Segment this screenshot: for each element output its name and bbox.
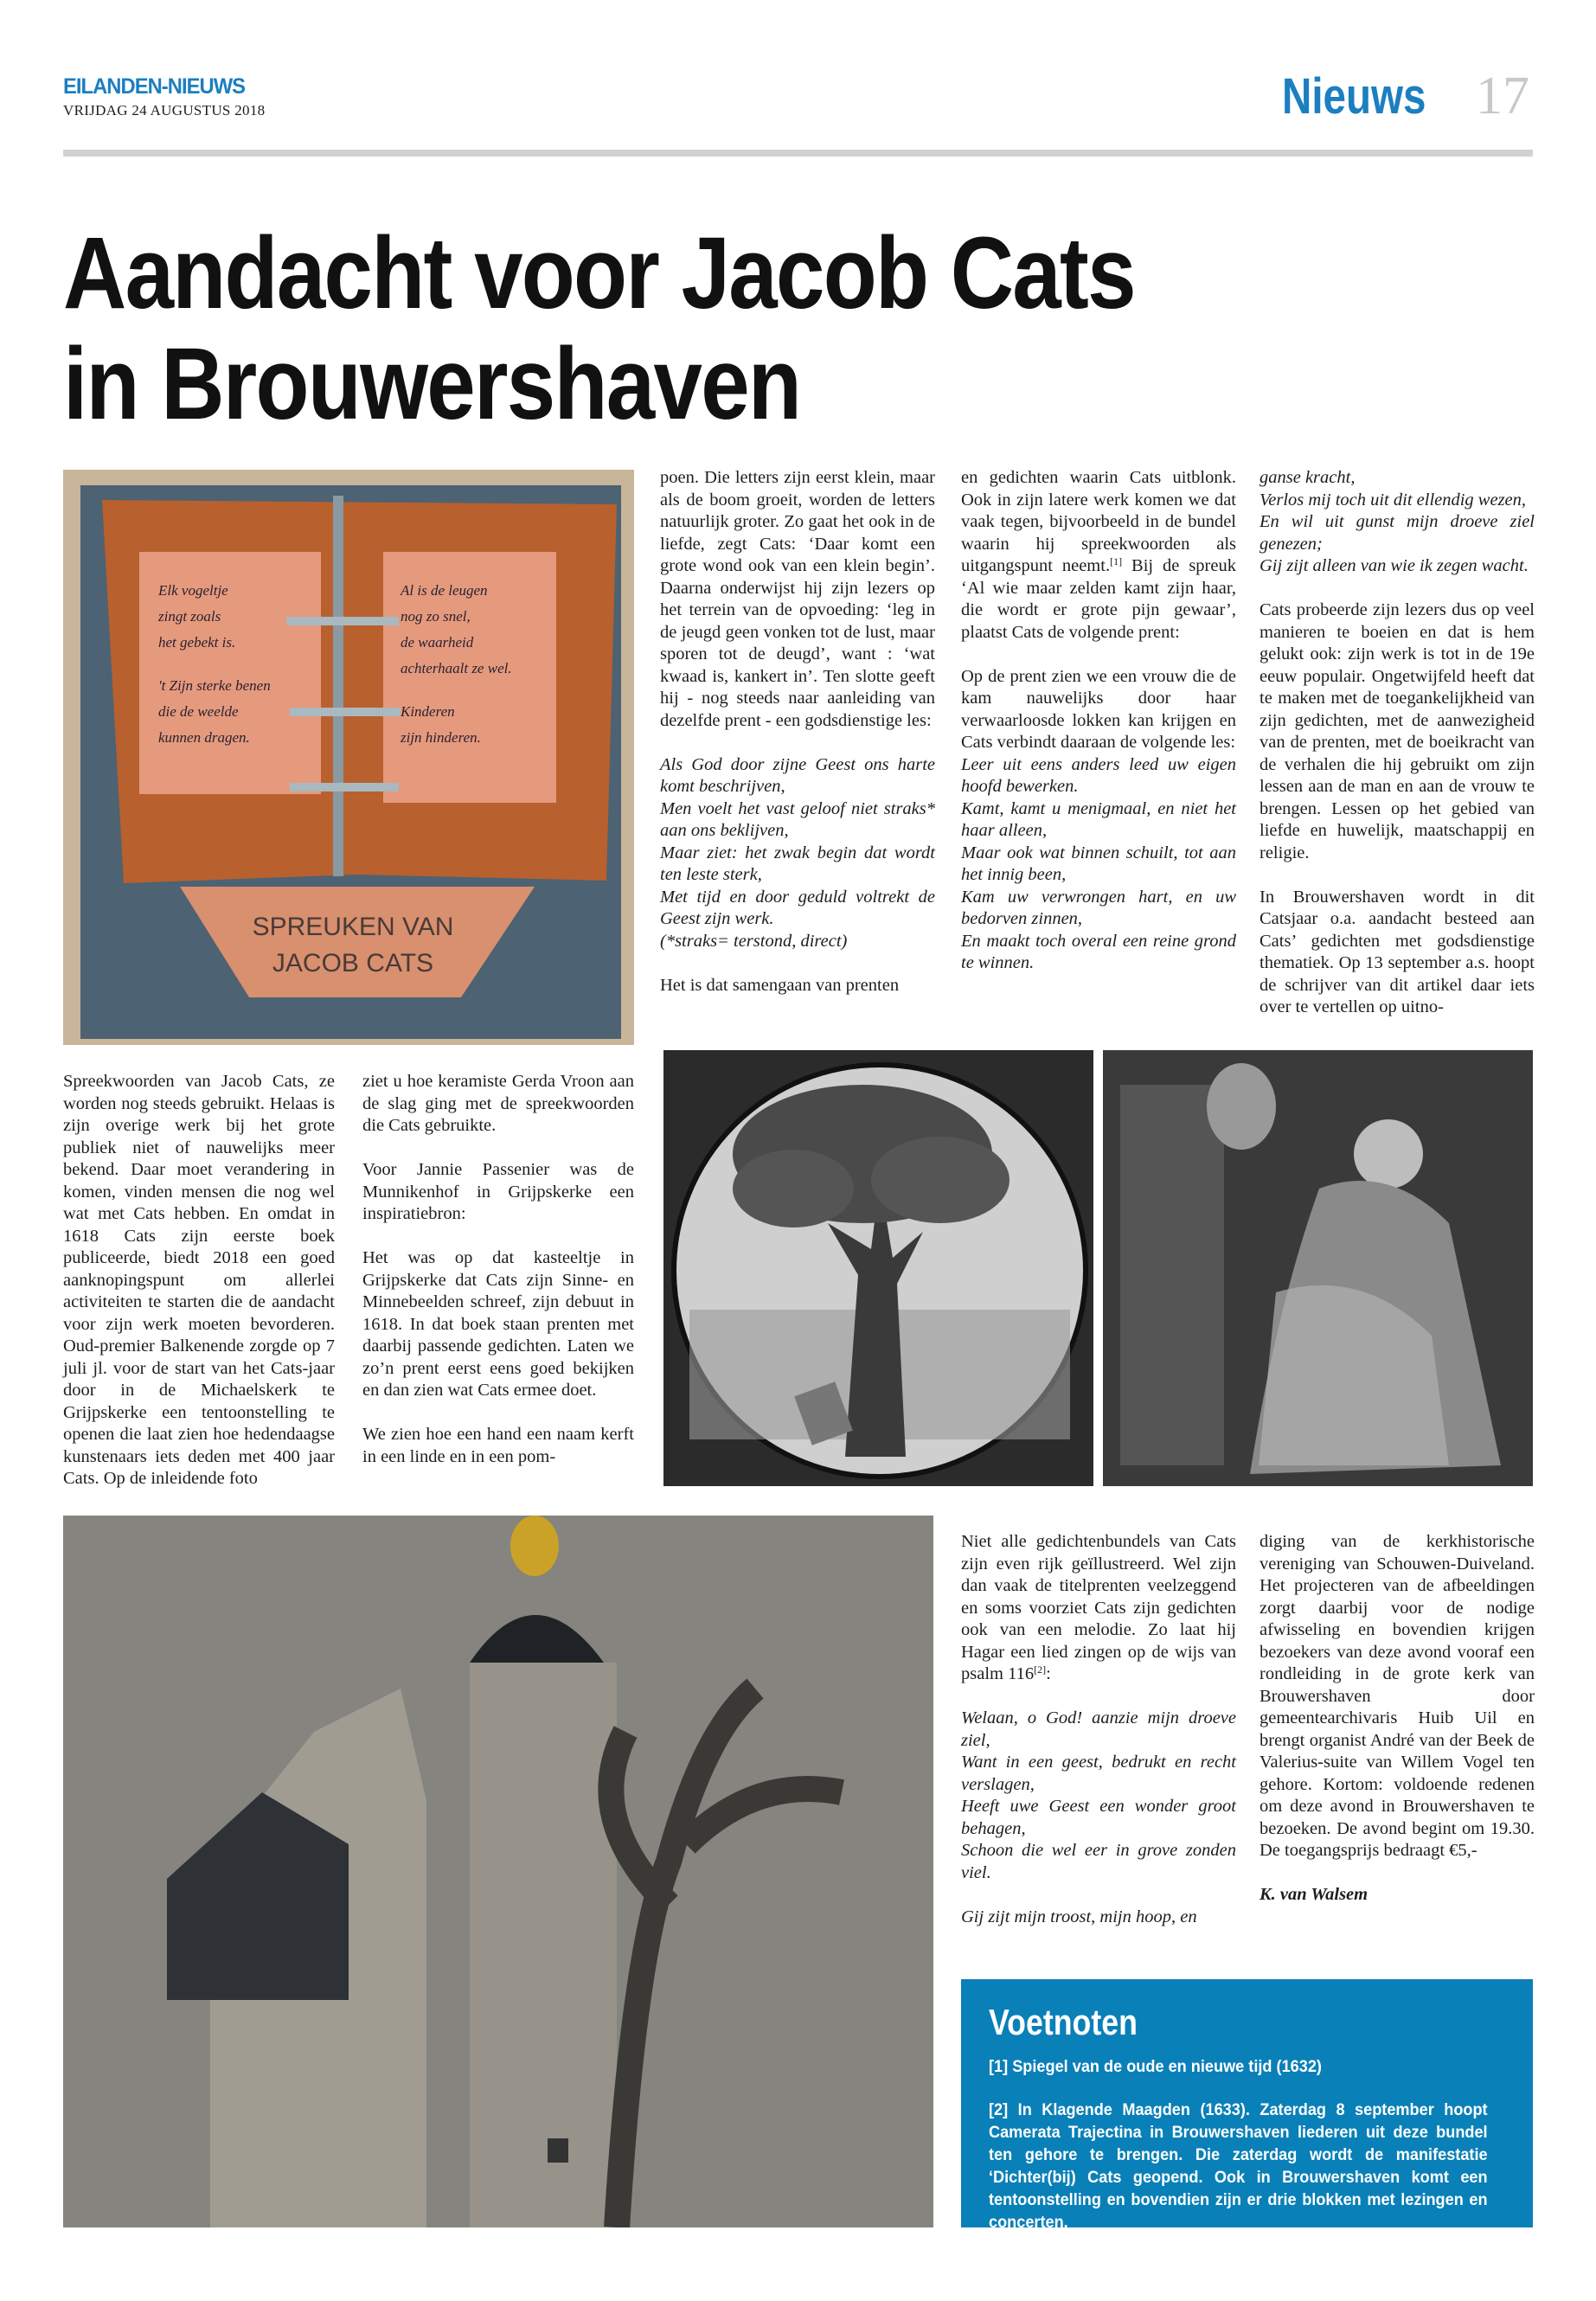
paragraph-text: en gedichten waarin Cats uitblonk. Ook in zijn latere werk komen we dat vaak tegen, bijvoorbeeld in de bundel waarin hij spreekwoorden als uitgangspunt neemt. [961,468,1236,575]
paragraph [660,975,935,997]
poem-line: En maakt toch overal een reine grond te winnen. [961,931,1236,972]
poem-quote [660,754,935,953]
footnote-2: [2] In Klagende Maagden (1633). Zaterdag 8 september hoopt Camerata Trajectina in Brouwershaven liederen uit deze bundel ten gehore te brengen. Die zaterdag wordt de manifestatie ‘Dichter(bij) Cats geopend. Ook in Brouwershaven komt een tentoonstelling en bovendien zijn er drie blokken met lezingen en concerten. [989,2100,1488,2232]
paragraph-text: diging van de kerkhistorische vereniging van Schouwen-Duiveland. Het projecteren van de afbeeldingen zorgt daarbij voor de nodige afwisseling en bovendien krijgen bezoekers van deze avond vooraf een rondleiding in de grote kerk van Brouwershaven door gemeentearchivaris Huib Uil en brengt organist André van der Beek de Valerius-suite van Willem Vogel ten gehore. Kortom: voldoende redenen om deze avond in Brouwershaven te bezoeken. De avond begint om 19.30. De toegangsprijs bedraagt €5,- [1259,1532,1535,1860]
poem-quote [961,1708,1236,1884]
paragraph-text: Bij de spreuk ‘Al wie maar zelden kamt zijn haar, die wordt er grote pijn gewaar’, plaatst Cats de volgende prent: [961,556,1236,642]
poem-line: Want in een geest, bedrukt en recht verslagen, [961,1753,1236,1794]
issue-date: VRIJDAG 24 AUGUSTUS 2018 [63,102,266,119]
paragraph [660,467,935,732]
paragraph [362,1424,634,1468]
paragraph-text: We zien hoe een hand een naam kerft in een linde en in een pom- [362,1425,634,1466]
poem-line: Met tijd en door geduld voltrekt de Geest zijn werk. [660,887,935,928]
headline-line-2: in Brouwershaven [63,327,801,441]
article-column [362,1071,634,1490]
paragraph [961,1531,1236,1686]
poem-line: Men voelt het vast geloof niet straks* aan ons beklijven, [660,798,935,840]
paragraph [63,1071,335,1490]
paragraph [1259,887,1535,1019]
handwriting-line: 't Zijn sterke benen [158,677,271,694]
section-title: Nieuws [1282,68,1426,125]
article-headline [63,218,1135,439]
poem-quote [1259,467,1535,578]
handwriting-line: zijn hinderen. [401,729,481,746]
paragraph [1259,1531,1535,1862]
paragraph [961,467,1236,644]
paragraph-text: ziet u hoe keramiste Gerda Vroon aan de slag ging met de spreekwoorden die Cats gebruikte. [362,1072,634,1135]
author-byline [1259,1884,1535,1907]
headline-line-1: Aandacht voor Jacob Cats [63,216,1135,330]
handwriting-line: zingt zoals [158,608,221,625]
poem-line: (*straks= terstond, direct) [660,931,848,951]
article-column [63,1071,335,1512]
paragraph [362,1247,634,1402]
paragraph-text: Het is dat samengaan van prenten [660,975,900,995]
article-column [1259,1531,1535,1928]
poem-line: Als God door zijne Geest ons harte komt beschrijven, [660,754,935,796]
paragraph-text: poen. Die letters zijn eerst klein, maar als de boom groeit, worden de letters natuurlijk groter. Zo gaat het ook in de liefde, zegt Cats: ‘Daar komt een grote wond ook van een klein begin’. Daarna onderwijst hij zijn lezers op het terrein van de opvoeding: ‘leg in de jeugd geen vonken tot de lust, maar sporen tot de deugd’, want : ‘wat kwaad is, kankert in’. Ten slotte geeft hij - nog steeds naar aanleiding van dezelfde prent - een godsdienstige les: [660,468,935,730]
poem-line: Gij zijt alleen van wie ik zegen wacht. [1259,556,1529,575]
paragraph-text: Cats probeerde zijn lezers dus op veel manieren te boeien en dat is hem gelukt ook: zijn werk is tot in de 19e eeuw populair. Ongetwijfeld heeft dat te maken met de toegankelijkheid van zijn gedichten, met de aanwezigheid van de prenten, met de boeikracht van de verhalen die hij gebruikt om zijn lessen aan de man en aan de vrouw te brengen. Lessen op het gebied van liefde en huwelijk, maatschappij en religie. [1259,600,1535,862]
article-column [961,467,1236,997]
poem-line: Heeft uwe Geest een wonder groot behagen, [961,1797,1236,1838]
paragraph [1259,599,1535,864]
footnote-reference: [1] [1110,555,1123,567]
handwriting-line: achterhaalt ze wel. [401,660,512,676]
footnote-reference: [2] [1034,1663,1047,1676]
page-number: 17 [1476,67,1529,125]
paragraph-text: Op de prent zien we een vrouw die de kam nauwelijks door haar verwaarloosde lokken kan krijgen en Cats verbindt daaraan de volgende les: [961,666,1236,752]
poem-line: Kam uw verwrongen hart, en uw bedorven zinnen, [961,887,1236,928]
publication-logo: EILANDEN-NIEUWS [63,74,246,99]
handwriting-line: nog zo snel, [401,608,471,625]
handwriting-line: Al is de leugen [401,582,488,599]
paragraph-text: Het was op dat kasteeltje in Grijpskerke dat Cats zijn Sinne- en Minnebeelden schreef, zijn debuut in 1618. In dat boek staan prenten met daarbij passende gedichten. Laten we zo’n prent eerst eens goed bekijken en dan zien wat Cats ermee doet. [362,1248,634,1400]
paragraph-text: K. van Walsem [1259,1885,1368,1904]
plaque-line: SPREUKEN VAN [252,913,454,941]
poem-line: Verlos mij toch uit dit ellendig wezen, [1259,490,1527,510]
header-divider [63,150,1533,157]
footnote-1: [1] Spiegel van de oude en nieuwe tijd (1632) [989,2057,1322,2076]
footnotes-box [961,1979,1533,2232]
paragraph [961,666,1236,754]
poem-line: Kamt, kamt u menigmaal, en niet het haar alleen, [961,798,1236,840]
handwriting-line: het gebekt is. [158,634,236,651]
poem-line: Welaan, o God! aanzie mijn droeve ziel, [961,1708,1236,1750]
article-column [660,467,935,1019]
poem-line: Maar ook wat binnen schuilt, tot aan het innig been, [961,843,1236,884]
engraving-woman-photo [1103,1050,1533,1486]
handwriting-line: kunnen dragen. [158,729,250,746]
poem-line: Leer uit eens anders leed uw eigen hoofd bewerken. [961,754,1236,796]
paragraph-text: : [1046,1664,1051,1683]
handwriting-line: de waarheid [401,634,474,651]
paragraph-text: Niet alle gedichtenbundels van Cats zijn even rijk geïllustreerd. Wel zijn dan vaak de titelprenten veelzeggend en soms voorziet Cats zijn gedichten ook van een melodie. Zo laat hij Hagar een lied zingen op de wijs van psalm 116 [961,1532,1236,1683]
plaque-line: JACOB CATS [272,949,434,977]
engraving-tree-photo [663,1050,1093,1486]
ceramic-plaque [249,909,457,982]
paragraph [362,1071,634,1138]
ceramic-right-page-text [401,578,512,751]
article-column [961,1531,1236,1951]
handwriting-line: die de weelde [158,703,239,720]
paragraph [362,1159,634,1226]
ceramic-book-photo [63,470,634,1045]
paragraph-text: Voor Jannie Passenier was de Munnikenhof in Grijpskerke een inspiratiebron: [362,1160,634,1223]
poem-line: ganse kracht, [1259,468,1356,487]
footnotes-heading: Voetnoten [989,2002,1138,2042]
castle-relief-photo [63,1516,933,2227]
poem-line: Maar ziet: het zwak begin dat wordt ten leste sterk, [660,843,935,884]
poem-line: En wil uit gunst mijn droeve ziel genezen; [1259,512,1535,554]
poem-quote [961,754,1236,975]
paragraph-text: Spreekwoorden van Jacob Cats, ze worden nog steeds gebruikt. Helaas is zijn overige werk bij het grote publiek niet of nauwelijks meer bekend. Daar moet verandering in komen, vinden mensen die nog wel wat met Cats hebben. En omdat in 1618 Cats zijn eerste boek publiceerde, biedt 2018 een goed aanknopingspunt om allerlei activiteiten te starten die de aandacht voor zijn werk moeten bevorderen. Oud-premier Balkenende zorgde op 7 juli jl. voor de start van het Cats-jaar door in de Michaelskerk te Grijpskerke een tentoonstelling te openen die laat zien hoe hedendaagse kunstenaars iets deden met 400 jaar Cats. Op de inleidende foto [63,1072,335,1488]
poem-quote [961,1907,1236,1929]
poem-line: Gij zijt mijn troost, mijn hoop, en [961,1907,1197,1926]
ceramic-left-page-text [158,578,271,751]
paragraph-text: In Brouwershaven wordt in dit Catsjaar o.a. aandacht besteed aan Cats’ gedichten met godsdienstige thematiek. Op 13 september a.s. hoopt de schrijver van dit artikel daar iets over te vertellen op uitno- [1259,887,1535,1016]
poem-line: Schoon die wel eer in grove zonden viel. [961,1841,1236,1882]
handwriting-line: Elk vogeltje [158,582,228,599]
handwriting-line: Kinderen [401,703,455,720]
article-column [1259,467,1535,1041]
